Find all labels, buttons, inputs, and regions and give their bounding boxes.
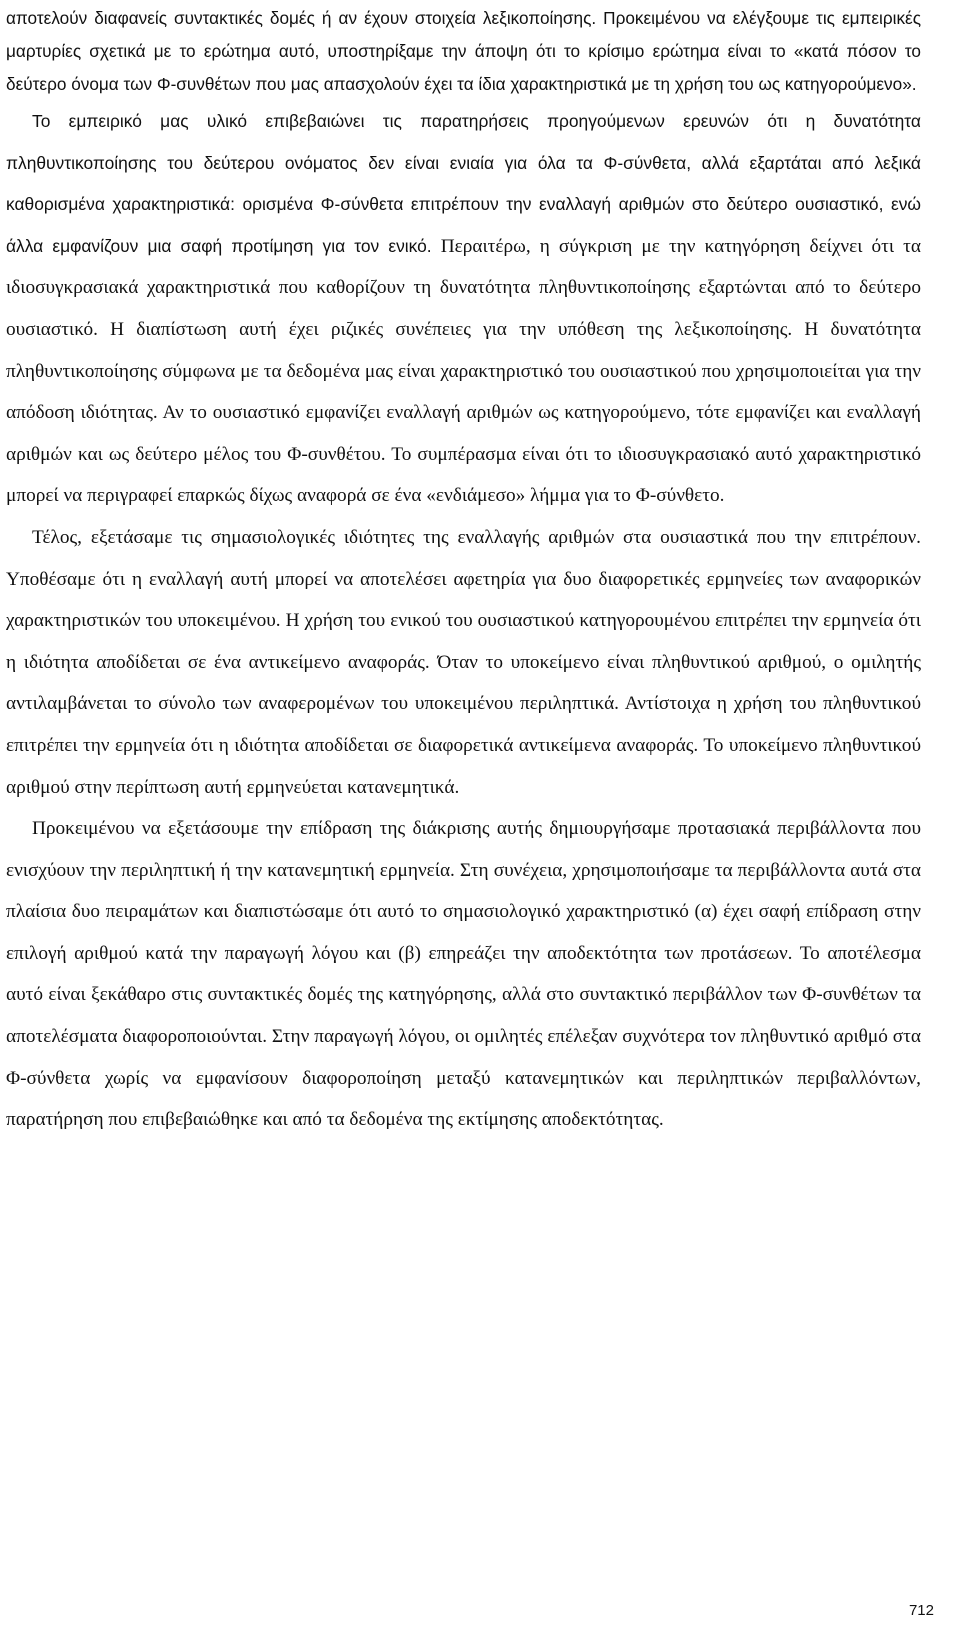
paragraph-empirical-findings-part-1: Το εμπειρικό μας υλικό επιβεβαιώνει τις παρατηρήσεις προηγούμενων ερευνών ότι η δυνατότητα πληθυντικοποίησης του δεύτερου ονόματος δεν είναι ενιαία για όλα τα Φ-σύνθετα, αλλά εξαρτάται από λεξικά καθορισμένα χαρακτηριστικά: ορισμένα Φ-σύνθετα επιτρέπουν την εναλλαγή αριθμών στο δεύτερο ουσιαστικό, ενώ άλλα εμφανίζουν μια σαφή προτίμηση για τον ενικό. [6,111,921,256]
paragraph-experiments: Προκειμένου να εξετάσουμε την επίδραση της διάκρισης αυτής δημιουργήσαμε προτασιακά περιβάλλοντα που ενισχύουν την περιληπτική ή την κατανεμητική ερμηνεία. Στη συνέχεια, χρησιμοποιήσαμε τα περιβάλλοντα αυτά στα πλαίσια δυο πειραμάτων και διαπιστώσαμε ότι αυτό το σημασιολογικό χαρακτηριστικό (α) έχει σαφή επίδραση στην επιλογή αριθμού κατά την παραγωγή λόγου και (β) επηρεάζει την αποδεκτότητα των προτάσεων. Το αποτέλεσμα αυτό είναι ξεκάθαρο στις συντακτικές δομές της κατηγόρησης, αλλά στο συντακτικό περιβάλλον των Φ-συνθέτων τα αποτελέσματα διαφοροποιούνται. Στην παραγωγή λόγου, οι ομιλητές επέλεξαν συχνότερα τον πληθυντικό αριθμό στα Φ-σύνθετα χωρίς να εμφανίσουν διαφοροποίηση μεταξύ κατανεμητικών και περιληπτικών περιβαλλόντων, παρατήρηση που επιβεβαιώθηκε και από τα δεδομένα της εκτίμησης αποδεκτότητας. [6,818,921,1131]
lead-paragraph: αποτελούν διαφανείς συντακτικές δομές ή αν έχουν στοιχεία λεξικοποίησης. Προκειμένου να ελέγξουμε τις εμπειρικές μαρτυρίες σχετικά με το ερώτημα αυτό, υποστηρίξαμε την άποψη ότι το κρίσιμο ερώτημα είναι το «κατά πόσον το δεύτερο όνομα των Φ-συνθέτων που μας απασχολούν έχει τα ίδια χαρακτηριστικά με τη χρήση του ως κατηγορούμενο». [6,8,921,94]
paragraph-empirical-findings-part-2: Περαιτέρω, η σύγκριση με την κατηγόρηση δείχνει ότι τα ιδιοσυγκρασιακά χαρακτηριστικά που καθορίζουν τη δυνατότητα πληθυντικοποίησης εξαρτώνται από το δεύτερο ουσιαστικό. Η διαπίστωση αυτή έχει ριζικές συνέπειες για την υπόθεση της λεξικοποίησης. Η δυνατότητα πληθυντικοποίησης σύμφωνα με τα δεδομένα μας είναι χαρακτηριστικό του ουσιαστικού που χρησιμοποιείται για την απόδοση ιδιότητας. Αν το ουσιαστικό εμφανίζει εναλλαγή αριθμών ως κατηγορούμενο, τότε εμφανίζει και εναλλαγή αριθμών και ως δεύτερο μέλος του Φ-συνθέτου. Το συμπέρασμα είναι ότι το ιδιοσυγκρασιακό αυτό χαρακτηριστικό μπορεί να περιγραφεί επαρκώς δίχως αναφορά σε ένα «ενδιάμεσο» λήμμα για το Φ-σύνθετο. [6,235,921,507]
document-page [6,2,921,1141]
page-number: 712 [908,1602,934,1619]
paragraph-empirical-findings [6,101,921,517]
paragraph-semantic-properties: Τέλος, εξετάσαμε τις σημασιολογικές ιδιότητες της εναλλαγής αριθμών στα ουσιαστικά που την επιτρέπουν. Υποθέσαμε ότι η εναλλαγή αυτή μπορεί να αποτελέσει αφετηρία για δυο διαφορετικές ερμηνείες των αναφορικών χαρακτηριστικών του υποκειμένου. Η χρήση του ενικού του ουσιαστικού κατηγορουμένου επιτρέπει την ερμηνεία ότι η ιδιότητα αποδίδεται σε ένα αντικείμενο αναφοράς. Όταν το υποκείμενο είναι πληθυντικού αριθμού, ο ομιλητής αντιλαμβάνεται το σύνολο των αναφερομένων του υποκειμένου περιληπτικά. Αντίστοιχα η χρήση του πληθυντικού επιτρέπει την ερμηνεία ότι η ιδιότητα αποδίδεται σε διαφορετικά αντικείμενα αναφοράς. Το υποκείμενο πληθυντικού αριθμού στην περίπτωση αυτή ερμηνεύεται κατανεμητικά. [6,526,921,798]
